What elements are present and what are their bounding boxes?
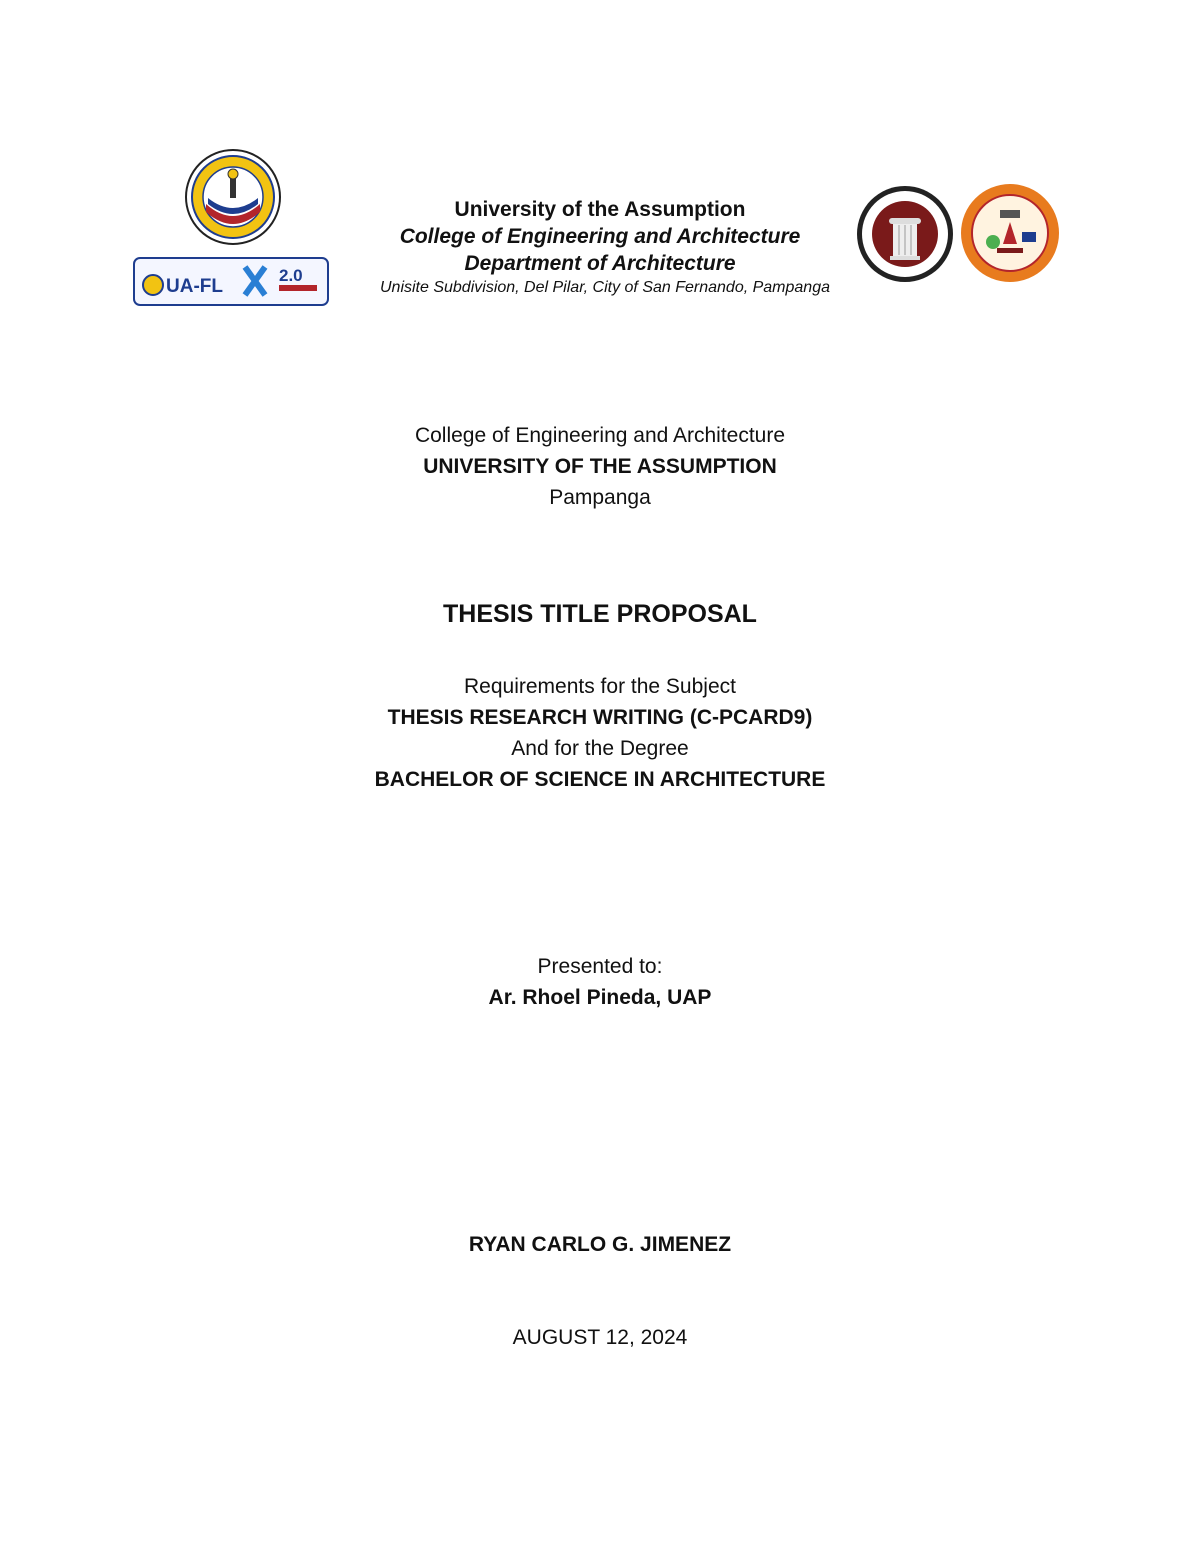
svg-text:2.0: 2.0 — [279, 266, 303, 285]
cea-seal-logo — [959, 182, 1061, 284]
header-address: Unisite Subdivision, Del Pilar, City of San Fernando, Pampanga — [379, 279, 830, 296]
header-department: Department of Architecture — [464, 252, 736, 275]
header-university: University of the Assumption — [454, 198, 746, 221]
document-title: THESIS TITLE PROPOSAL — [443, 600, 757, 628]
requirements-subject: THESIS RESEARCH WRITING (C-PCARD9) — [387, 706, 813, 729]
requirements-degree: BACHELOR OF SCIENCE IN ARCHITECTURE — [374, 768, 826, 791]
svg-text:UA-FL: UA-FL — [166, 276, 223, 297]
document-date: AUGUST 12, 2024 — [512, 1326, 688, 1349]
presented-name: Ar. Rhoel Pineda, UAP — [488, 986, 712, 1009]
institution-location: Pampanga — [549, 486, 651, 509]
institution-university: UNIVERSITY OF THE ASSUMPTION — [423, 455, 777, 478]
header-college: College of Engineering and Architecture — [399, 225, 801, 248]
ua-flex-logo — [133, 257, 329, 306]
ua-seal-logo — [184, 148, 282, 246]
author-name: RYAN CARLO G. JIMENEZ — [468, 1233, 732, 1256]
presented-label: Presented to: — [537, 955, 663, 978]
requirements-line: Requirements for the Subject — [464, 675, 736, 698]
requirements-degree-line: And for the Degree — [511, 737, 689, 760]
institution-college: College of Engineering and Architecture — [414, 424, 786, 447]
architecture-seal-logo — [855, 184, 955, 284]
